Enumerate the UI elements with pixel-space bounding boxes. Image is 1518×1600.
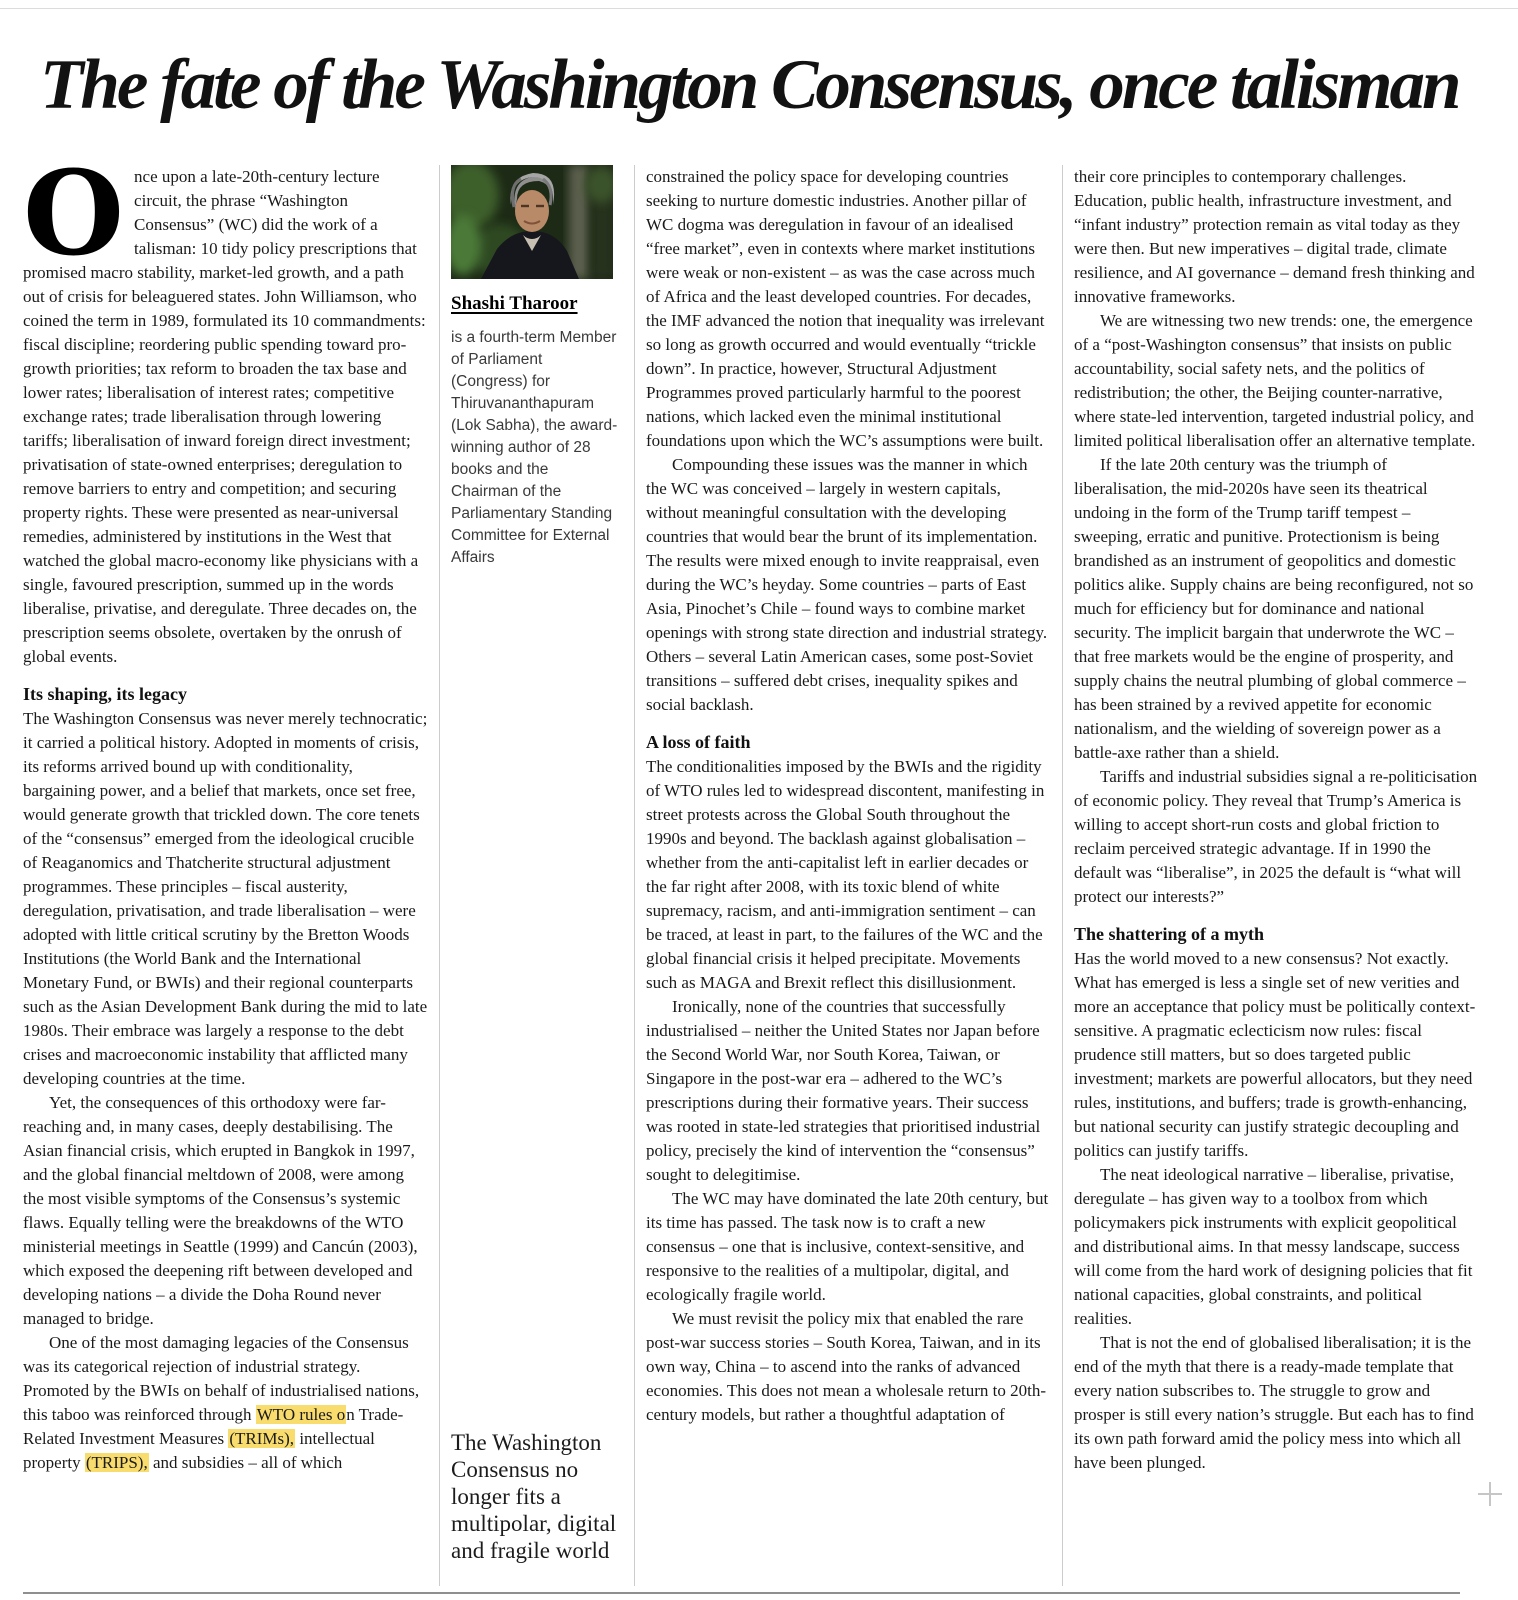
paragraph: The Washington Consensus was never merely technocratic; it carried a political history. Adopted in moments of crisis, its reforms arrived bound up with conditionality, bargaining power, and a belief that markets, once set free, would generate growth that trickled down. The core tenets of the “consensus” emerged from the ideological crucible of Reaganomics and Thatcherite structural adjustment programmes. These principles – fiscal austerity, deregulation, privatisation, and trade liberalisation – were adopted with little critical scrutiny by the Bretton Woods Institutions (the World Bank and the International Monetary Fund, or BWIs) and their regional counterparts such as the Asian Development Bank during the mid to late 1980s. Their embrace was largely a response to the debt crises and macroeconomic instability that afflicted many developing countries at the time. [23,709,428,1088]
paragraph: We must revisit the policy mix that enabled the rare post-war success stories – South Korea, Taiwan, and in its own way, China – to ascend into the ranks of advanced economies. This does not mean a wholesale return to 20th-century models, but rather a thoughtful adaptation of [646,1309,1047,1424]
column-1 [23,165,428,1586]
column-divider [634,165,635,1586]
subhead-a-loss-of-faith: A loss of faith [646,732,751,752]
top-divider [0,8,1518,9]
highlight-trips: (TRIPS), [85,1453,148,1472]
paragraph: Has the world moved to a new consensus? Not exactly. What has emerged is less a single set of new verities and more an acceptance that policy must be politically context-sensitive. A pragmatic eclecticism now rules: fiscal prudence still matters, but so does targeted public investment; markets are powerful allocators, but they need rules, institutions, and buffers; trade is growth-enhancing, but national security can justify strategic decoupling and politics can justify tariffs. [1074,949,1476,1160]
column-3 [646,165,1051,1586]
paragraph: Compounding these issues was the manner in which the WC was conceived – largely in western capitals, without meaningful consultation with the developing countries that would bear the brunt of its implementation. The results were mixed enough to invite reappraisal, even during the WC’s heyday. Some countries – parts of East Asia, Pinochet’s Chile – found ways to combine market openings with strong state direction and industrial strategy. Others – several Latin American cases, some post-Soviet transitions – suffered debt crises, inequality spikes and social backlash. [646,455,1048,714]
paragraph-with-highlights [23,1331,428,1475]
paragraph-text: intellectual property [23,1429,375,1472]
headline: The fate of the Washington Consensus, once talisman [40,46,1459,124]
column-4 [1074,165,1479,1586]
paragraph-text: nce upon a late-20th-century lecture circuit, the phrase “Washington Consensus” (WC) did the work of a talisman: 10 tidy policy prescriptions that promised macro stability, market-led growth, and a path out of crisis for beleaguered states. John Williamson, who coined the term in 1989, formulated its 10 commandments: fiscal discipline; reordering public spending toward pro-growth priorities; tax reform to broaden the tax base and lower rates; liberalisation of interest rates; competitive exchange rates; trade liberalisation through lowering tariffs; liberalisation of inward foreign direct investment; privatisation of state-owned enterprises; deregulation to remove barriers to entry and competition; and securing property rights. These were presented as near-universal remedies, administered by institutions in the West that watched the global macro-economy like physicians with a single, favoured prescription, summed up in the words liberalise, privatise, and deregulate. Three decades on, the prescription seems obsolete, overtaken by the onrush of global events. [23,167,426,666]
paragraph: We are witnessing two new trends: one, the emergence of a “post-Washington consensus” that insists on public accountability, social safety nets, and the politics of redistribution; the other, the Beijing counter-narrative, where state-led intervention, targeted industrial policy, and limited political liberalisation offer an alternative template. [1074,311,1476,450]
paragraph: The neat ideological narrative – liberalise, privatise, deregulate – has given way to a toolbox from which policymakers pick instruments with explicit geopolitical and distributional aims. In that messy landscape, success will come from the hard work of designing policies that fit national capacities, global constraints, and political realities. [1074,1165,1473,1328]
author-name-link[interactable]: Shashi Tharoor [451,293,578,314]
paragraph-text: n Trade-Related Investment Measures [23,1405,404,1448]
highlight-wto-rules: WTO rules o [256,1405,346,1424]
column-divider [439,165,440,1586]
column-divider [1062,165,1063,1586]
paragraph: The conditionalities imposed by the BWIs and the rigidity of WTO rules led to widespread discontent, manifesting in street protests across the Global South throughout the 1990s and beyond. The backlash against globalisation – whether from the anti-capitalist left in earlier decades or the far right after 2008, with its toxic blend of white supremacy, racism, and anti-immigration sentiment – can be traced, at least in part, to the failures of the WC and the global financial crisis it helped precipitate. Movements such as MAGA and Brexit reflect this disillusionment. [646,757,1045,992]
paragraph: The WC may have dominated the late 20th century, but its time has passed. The task now is to craft a new consensus – one that is inclusive, context-sensitive, and responsive to the realities of a multipolar, digital, and ecologically fragile world. [646,1189,1049,1304]
bottom-divider [23,1592,1460,1594]
author-bio: is a fourth-term Member of Parliament (Congress) for Thiruvananthapuram (Lok Sabha), the award-winning author of 28 books and the Chairman of the Parliamentary Standing Committee for External Affairs [451,329,618,566]
pull-quote: The Washington Consensus no longer fits a multipolar, digital and fragile world [451,1430,617,1563]
paragraph: Yet, the consequences of this orthodoxy were far-reaching and, in many cases, deeply destabilising. The Asian financial crisis, which erupted in Bangkok in 1997, and the global financial meltdown of 2008, were among the most visible symptoms of the Consensus’s systemic flaws. Equally telling were the breakdowns of the WTO ministerial meetings in Seattle (1999) and Cancún (2003), which exposed the deepening rift between developed and developing nations – a divide the Doha Round never managed to bridge. [23,1093,418,1328]
byline-column [451,165,623,1586]
paragraph-text: and subsidies – all of which [148,1453,343,1472]
paragraph: Ironically, none of the countries that successfully industrialised – neither the United States nor Japan before the Second World War, nor South Korea, Taiwan, or Singapore in the post-war era – adhered to the WC’s prescriptions during their formative years. Their success was rooted in state-led strategies that prioritised industrial policy, precisely the kind of intervention the “consensus” sought to delegitimise. [646,997,1041,1184]
article-body [23,165,1478,1586]
paragraph-text: One of the most damaging legacies of the Consensus was its categorical rejection of industrial strategy. Promoted by the BWIs on behalf of industrialised nations, this taboo was reinforced through [23,1333,420,1424]
paragraph: If the late 20th century was the triumph of liberalisation, the mid-2020s have seen its theatrical undoing in the form of the Trump tariff tempest – sweeping, erratic and punitive. Protectionism is being brandished as an instrument of geopolitics and domestic politics alike. Supply chains are being reconfigured, not so much for efficiency but for dominance and national security. The implicit bargain that underwrote the WC – that free markets would be the engine of prosperity, and supply chains the neutral plumbing of global commerce – has been strained by a revived appetite for economic nationalism, and the wielding of sovereign power as a battle-axe rather than a shield. [1074,455,1474,762]
paragraph: their core principles to contemporary challenges. Education, public health, infrastructure investment, and “infant industry” protection remain as vital today as they were then. But new imperatives – digital trade, climate resilience, and AI governance – demand fresh thinking and innovative frameworks. [1074,167,1475,306]
paragraph: That is not the end of globalised liberalisation; it is the end of the myth that there is a ready-made template that every nation subscribes to. The struggle to grow and prosper is still every nation’s struggle. But each has to find its own path forward amid the policy mess into which all have been plunged. [1074,1333,1474,1472]
paragraph [23,165,428,669]
author-photo [451,165,613,279]
subhead-its-shaping-its-legacy: Its shaping, its legacy [23,684,188,704]
highlight-trims: (TRIMs), [229,1429,295,1448]
drop-cap: O [23,165,125,282]
subhead-the-shattering-of-a-myth: The shattering of a myth [1074,924,1264,944]
paragraph: constrained the policy space for developing countries seeking to nurture domestic industries. Another pillar of WC dogma was deregulation in favour of an idealised “free market”, even in contexts where market institutions were weak or non-existent – as was the case across much of Africa and the least developed countries. For decades, the IMF advanced the notion that inequality was irrelevant so long as growth occurred and would eventually “trickle down”. In practice, however, Structural Adjustment Programmes proved particularly harmful to the poorest nations, which lacked even the minimal institutional foundations upon which the WC’s assumptions were built. [646,167,1045,450]
paragraph: Tariffs and industrial subsidies signal a re-politicisation of economic policy. They reveal that Trump’s America is willing to accept short-run costs and global friction to reclaim perceived strategic advantage. If in 1990 the default was “liberalise”, in 2025 the default is “what will protect our interests?” [1074,767,1478,906]
crop-plus-icon [1478,1482,1502,1506]
